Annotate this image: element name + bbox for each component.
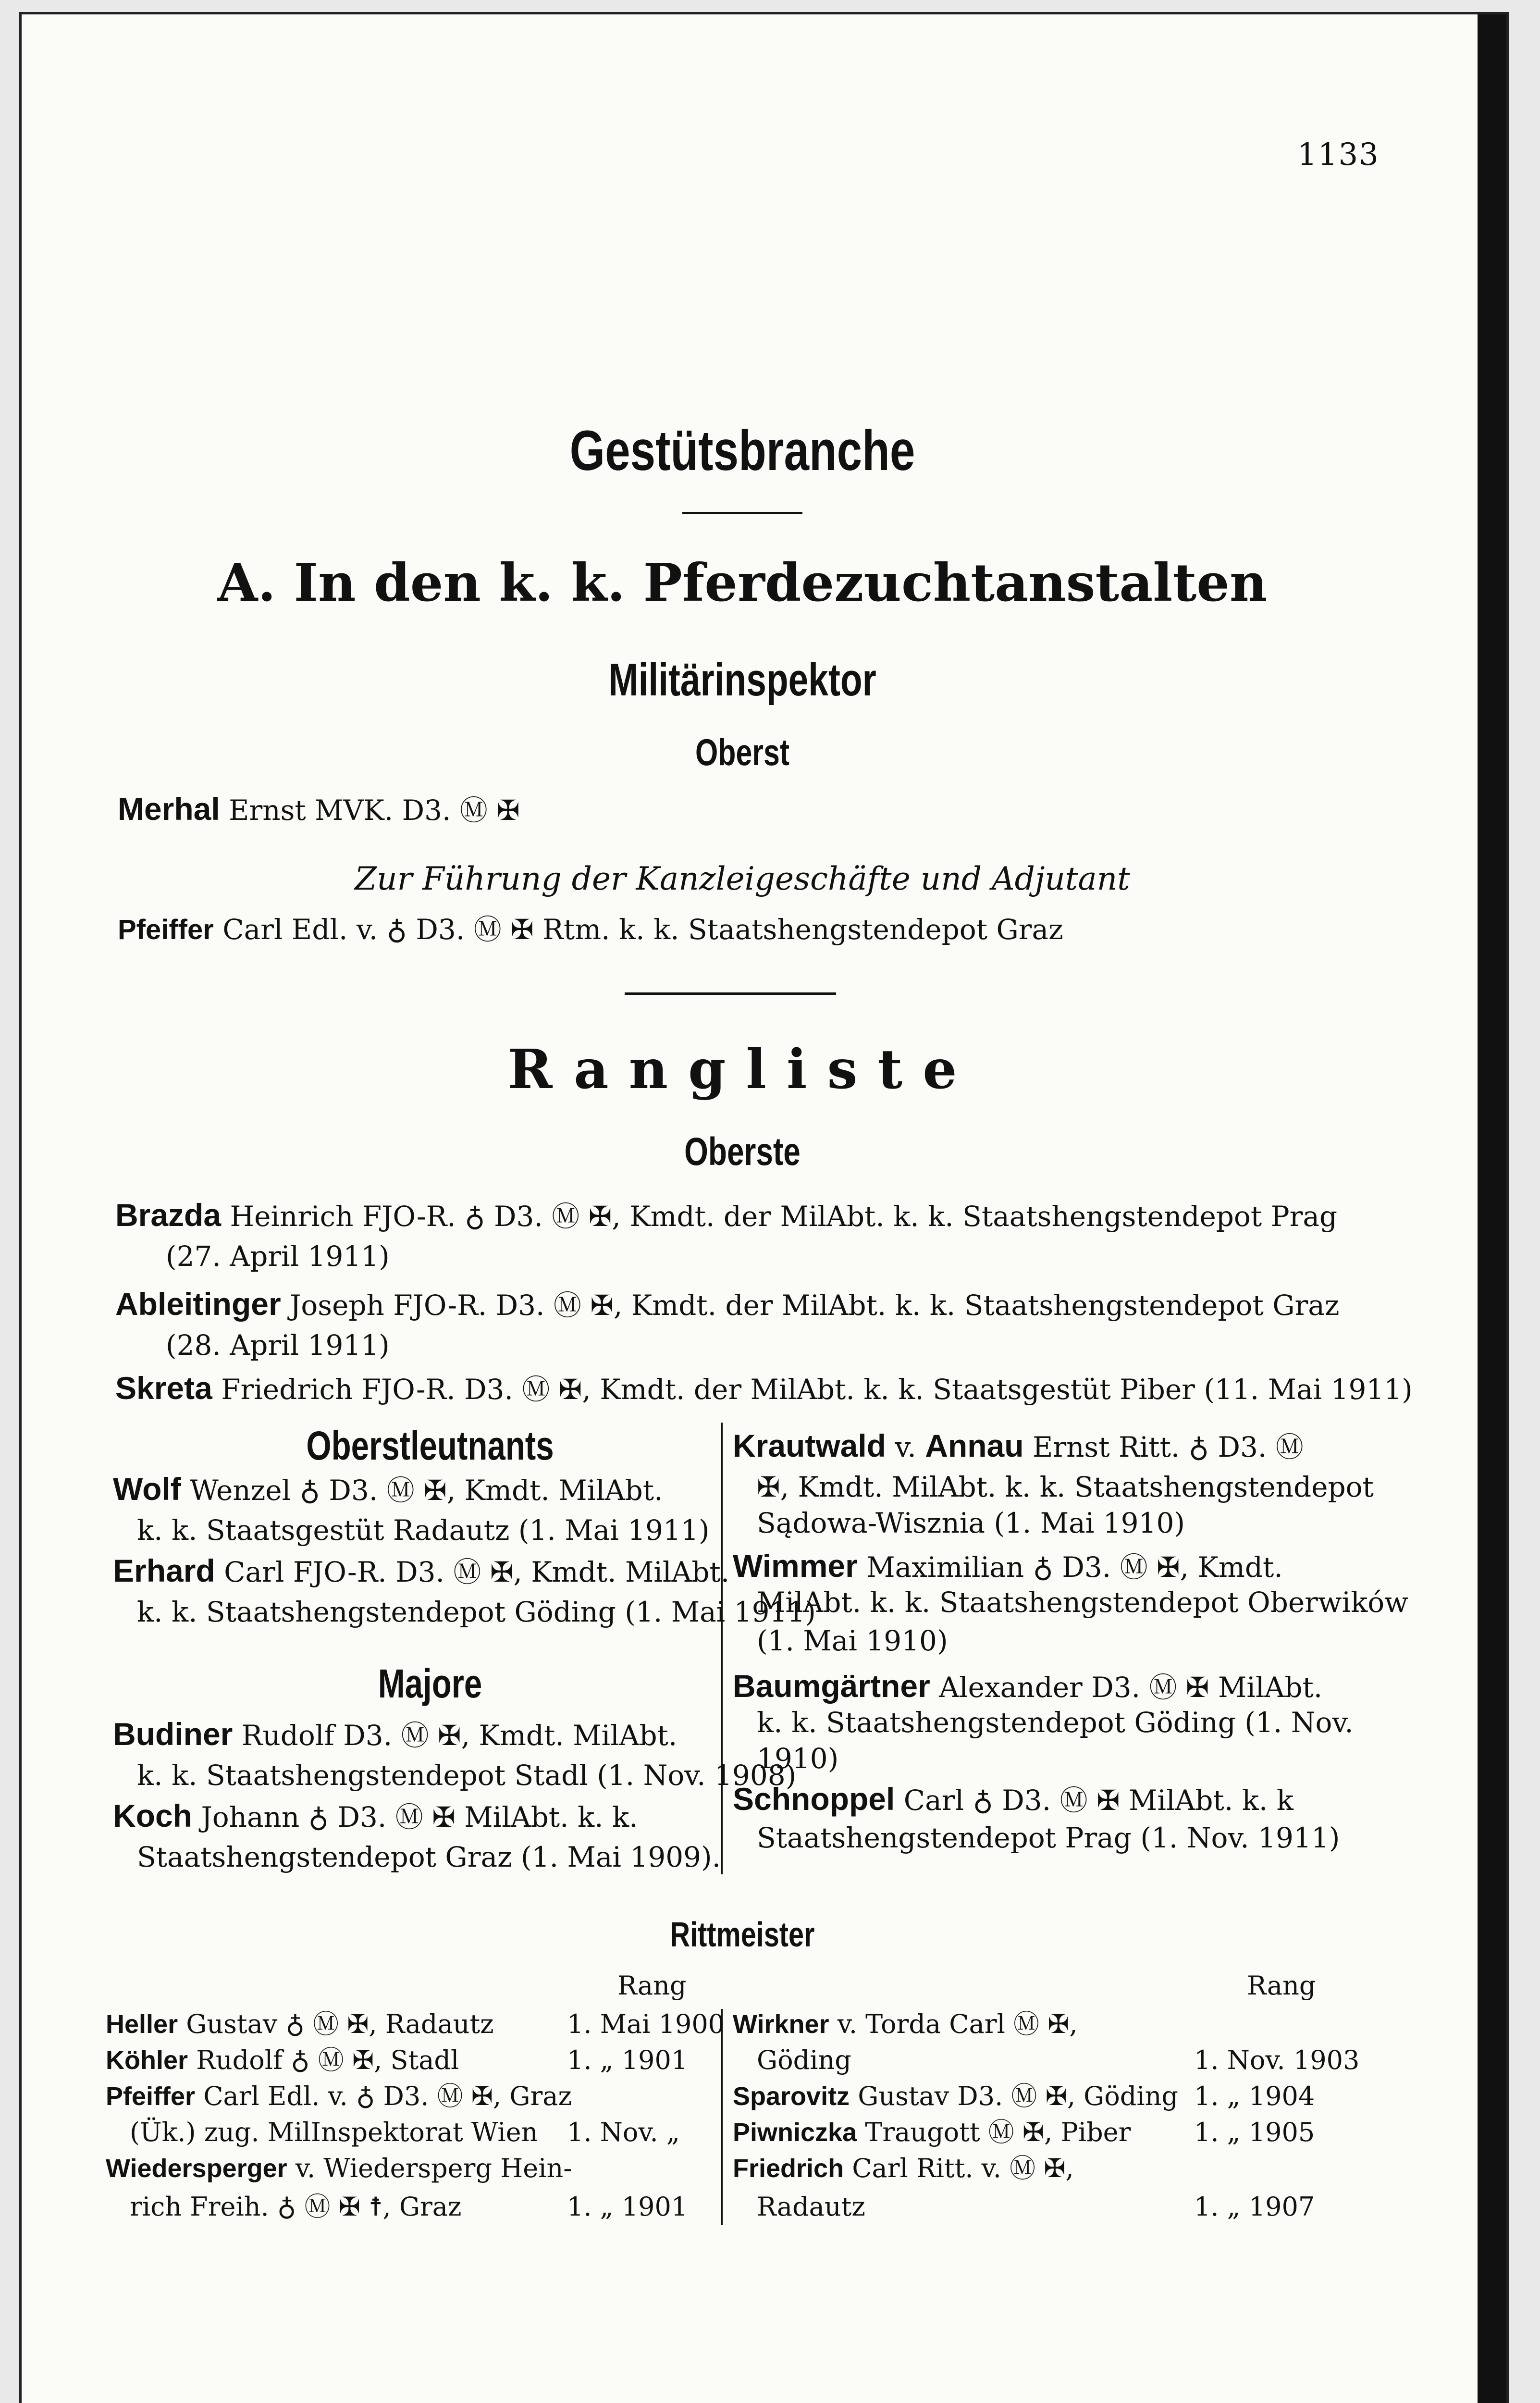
entry-continuation: MilAbt. k. k. Staatshengstendepot Oberwików [757,1586,1408,1619]
rang-date: 1. „ 1901 [567,2045,688,2075]
inspector-heading: Militärinspektor [608,654,876,706]
entry-name: Annau [925,1428,1024,1463]
list-item [115,1199,1337,1231]
rang-date: 1. „ 1901 [567,2192,688,2222]
entry-name: Piwniczka [733,2118,857,2147]
rang-date: 1. Nov. „ [567,2117,680,2147]
adjutant-heading: Zur Führung der Kanzleigeschäfte und Adjutant [355,860,1130,897]
table-row [733,2119,1131,2145]
adjutant-details: Carl Edl. v. ♁ D3. Ⓜ ✠ Rtm. k. k. Staatshengstendepot Graz [222,913,1063,946]
table-row [733,2083,1178,2109]
entry-details: (Ük.) zug. MilInspektorat Wien [130,2117,538,2147]
table-row [733,2011,1078,2037]
column-divider [721,1423,723,1874]
rang-date: 1. „ 1904 [1194,2081,1315,2111]
entry-continuation: ✠, Kmdt. MilAbt. k. k. Staatshengstendepot [757,1471,1374,1503]
entry-continuation: k. k. Staatshengstendepot Stadl (1. Nov. 1908) [137,1759,797,1792]
entry-name: Krautwald [733,1428,887,1463]
entry-name: Sparovitz [733,2082,850,2111]
entry-name: Ableitinger [115,1286,281,1322]
entry-name: Skreta [115,1370,212,1406]
entry-name: Friedrich [733,2154,844,2183]
rang-date: 1. Mai 1900 [567,2009,725,2039]
table-row [757,2047,851,2073]
adjutant-entry [118,913,1063,946]
column-divider [721,2009,723,2225]
entry-details: Traugott Ⓜ ✠, Piber [865,2117,1131,2147]
list-item [113,1555,729,1586]
inspector-entry [118,793,520,825]
rang-label-right: Rang [1247,1970,1316,2001]
entry-details: Johann ♁ D3. Ⓜ ✠ MilAbt. k. k. [201,1801,638,1833]
list-item [733,1430,1304,1462]
entry-name: Budiner [113,1716,233,1752]
entry-name: Köhler [106,2046,188,2075]
table-row [733,2155,1074,2181]
entry-details: Rudolf D3. Ⓜ ✠, Kmdt. MilAbt. [241,1719,678,1752]
entry-details: Friedrich FJO-R. D3. Ⓜ ✠, Kmdt. der MilAbt. k. k. Staatsgestüt Piber (11. Mai 1911) [221,1373,1413,1406]
entry-details: Göding [757,2045,851,2075]
entry-name: Brazda [115,1197,222,1233]
list-item [733,1783,1294,1815]
entry-continuation: Staatshengstendepot Graz (1. Mai 1909). [137,1841,721,1873]
page-number: 1133 [1297,137,1380,173]
list-item [113,1800,638,1832]
list-item [733,1670,1322,1702]
entry-continuation: k. k. Staatshengstendepot Göding (1. Mai 1911) [137,1596,816,1628]
entry-details: v. Wiedersperg Hein- [295,2153,572,2183]
entry-name: Koch [113,1798,192,1833]
rangliste-heading: Rangliste [507,1038,977,1101]
entry-details: Heinrich FJO-R. ♁ D3. Ⓜ ✠, Kmdt. der MilAbt. k. k. Staatshengstendepot Prag [230,1200,1338,1233]
entry-details: Gustav D3. Ⓜ ✠, Göding [858,2081,1178,2111]
entry-details: Carl ♁ D3. Ⓜ ✠ MilAbt. k. k [903,1784,1294,1817]
inspector-details: Ernst MVK. D3. Ⓜ ✠ [229,794,520,827]
entry-details: Gustav ♁ Ⓜ ✠, Radautz [186,2009,494,2039]
table-row [130,2194,461,2220]
entry-name: Heller [106,2010,178,2039]
list-item [115,1372,1413,1404]
list-item [733,1550,1283,1582]
entry-continuation: (1. Mai 1910) [757,1624,948,1657]
table-row [757,2194,865,2220]
rang-date: 1. „ 1905 [1194,2117,1315,2147]
table-row [106,2155,572,2181]
entry-details: Carl Ritt. v. Ⓜ ✠, [852,2153,1074,2183]
entry-details: v. Torda Carl Ⓜ ✠, [837,2009,1078,2039]
entry-continuation: Sądowa-Wisznia (1. Mai 1910) [757,1507,1185,1539]
oberstleutnants-heading: Oberstleutnants [306,1423,554,1468]
divider [625,992,836,995]
entry-particle: v. [895,1431,916,1463]
oberste-heading: Oberste [684,1130,801,1174]
inspector-name: Merhal [118,791,220,827]
scan-edge [1478,14,1506,2403]
entry-details: Rudolf ♁ Ⓜ ✠, Stadl [196,2045,459,2075]
entry-details: Joseph FJO-R. D3. Ⓜ ✠, Kmdt. der MilAbt. k. k. Staatshengstendepot Graz [290,1289,1340,1322]
entry-details: Ernst Ritt. ♁ D3. Ⓜ [1033,1431,1304,1463]
entry-details: Radautz [757,2192,865,2222]
entry-name: Wimmer [733,1548,858,1584]
rittmeister-heading: Rittmeister [670,1916,815,1954]
entry-name: Erhard [113,1553,215,1588]
adjutant-name: Pfeiffer [118,914,214,945]
page-title: Gestütsbranche [569,419,915,483]
table-row [106,2047,459,2073]
rang-date: 1. Nov. 1903 [1194,2045,1360,2075]
entry-details: Wenzel ♁ D3. Ⓜ ✠, Kmdt. MilAbt. [190,1474,663,1507]
entry-name: Pfeiffer [106,2082,196,2111]
entry-name: Wiedersperger [106,2154,287,2183]
divider [682,512,802,514]
entry-details: Maximilian ♁ D3. Ⓜ ✠, Kmdt. [866,1551,1283,1584]
entry-date: (27. April 1911) [166,1240,390,1273]
table-row [130,2119,538,2145]
table-row [106,2011,494,2037]
entry-details: Carl FJO-R. D3. Ⓜ ✠, Kmdt. MilAbt. [224,1556,730,1588]
entry-details: Carl Edl. v. ♁ D3. Ⓜ ✠, Graz [203,2081,572,2111]
scanned-page [19,12,1509,2403]
entry-name: Schnoppel [733,1781,895,1817]
entry-name: Wolf [113,1471,181,1507]
list-item [113,1473,663,1505]
section-a-heading: A. In den k. k. Pferdezuchtanstalten [217,553,1268,613]
table-row [106,2083,572,2109]
entry-continuation: 1910) [757,1742,839,1775]
entry-continuation: k. k. Staatsgestüt Radautz (1. Mai 1911) [137,1514,710,1547]
rang-date: 1. „ 1907 [1194,2192,1315,2222]
entry-date: (28. April 1911) [166,1329,390,1362]
entry-details: Alexander D3. Ⓜ ✠ MilAbt. [939,1671,1323,1704]
list-item [115,1288,1339,1320]
inspector-rank: Oberst [695,731,790,773]
entry-continuation: Staatshengstendepot Prag (1. Nov. 1911) [757,1821,1340,1854]
entry-name: Wirkner [733,2010,829,2039]
entry-details: rich Freih. ♁ Ⓜ ✠ ☨, Graz [130,2192,462,2222]
rang-label-left: Rang [617,1970,687,2001]
majore-heading: Majore [378,1661,482,1706]
entry-name: Baumgärtner [733,1668,930,1704]
list-item [113,1718,677,1750]
entry-continuation: k. k. Staatshengstendepot Göding (1. Nov. [757,1706,1354,1739]
